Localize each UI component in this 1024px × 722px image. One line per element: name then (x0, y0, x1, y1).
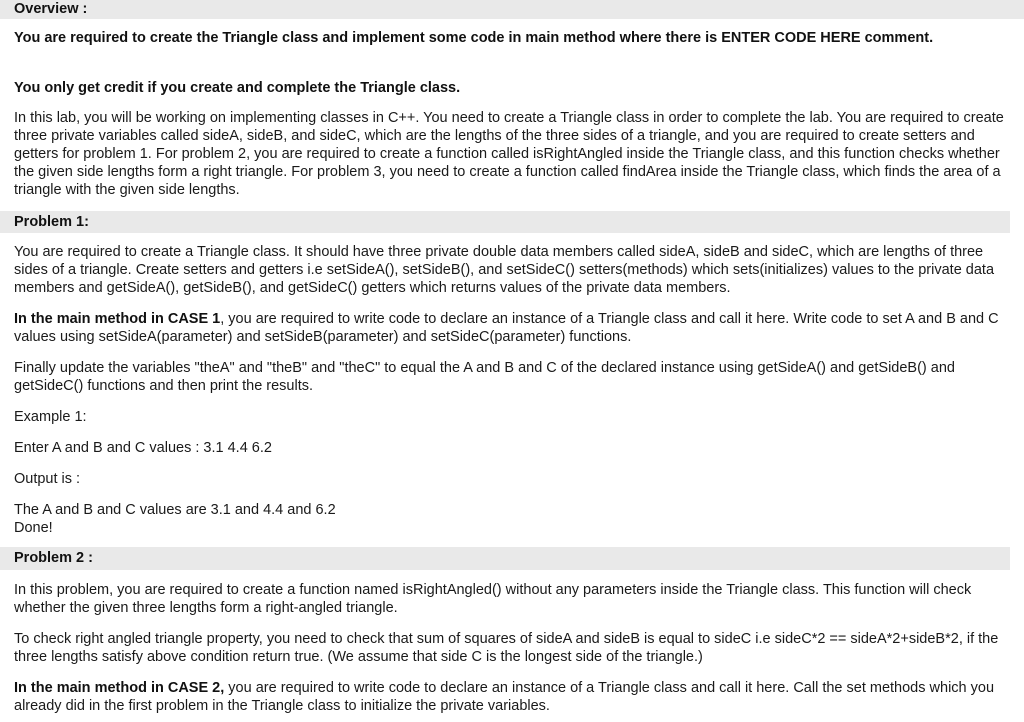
problem2-main-bold: In the main method in CASE 2, (14, 680, 225, 696)
output-label: Output is : (14, 470, 1014, 488)
problem2-description: In this problem, you are required to create a function named isRightAngled() without any parameters inside the Triangle class. This function will check whether the given three lengths form a right-angled triangle. (14, 581, 1014, 617)
problem2-main-rest: you are required to write code to declare an instance of a Triangle class and call it here. Call the set methods which you already did in the first problem in the Triangle class to initialize the private variables. (14, 680, 995, 714)
problem1-main-rest: , you are required to write code to declare an instance of a Triangle class and call it here. Write code to set A and B and C values using setSideA(parameter) and setSideB(parameter) and setSideC(parameter) functions. (14, 311, 999, 345)
problem1-description: You are required to create a Triangle class. It should have three private double data members called sideA, sideB and sideC, which are lengths of three sides of a triangle. Create setters and getters i.e setSideA(), setSideB(), and setSideC() setters(methods) which sets(initializes) values to the private data members and getSideA(), getSideB(), and getSideC() getters which returns values of the private data members. (14, 243, 1014, 297)
output-line-1: The A and B and C values are 3.1 and 4.4 and 6.2 (14, 502, 336, 518)
problem1-finally: Finally update the variables "theA" and "theB" and "theC" to equal the A and B and C of the declared instance using getSideA() and getSideB() and getSideC() functions and then print the results. (14, 359, 1014, 395)
output-line-2: Done! (14, 520, 53, 536)
lab-description: In this lab, you will be working on implementing classes in C++. You need to create a Triangle class in order to complete the lab. You are required to create three private variables called sideA, sideB, and sideC, which are the lengths of the three sides of a triangle, and you are required to create setters and getters for problem 1. For problem 2, you are required to create a function called isRightAngled inside the Triangle class, and this function checks whether the given side lengths form a right triangle. For problem 3, you need to create a function called findArea inside the Triangle class, which finds the area of a triangle with the given side lengths. (14, 109, 1014, 199)
problem2-main-instruction (14, 679, 1014, 715)
example-input: Enter A and B and C values : 3.1 4.4 6.2 (14, 439, 1014, 457)
problem2-heading: Problem 2 : (0, 547, 1010, 570)
credit-note: You only get credit if you create and complete the Triangle class. (14, 79, 1014, 97)
problem2-check-text: To check right angled triangle property, you need to check that sum of squares of sideA and sideB is equal to sideC i.e sideC*2 == sideA*2+sideB*2, if the three lengths satisfy above condition return true. (We assume that side C is the longest side of the triangle.) (14, 630, 1014, 666)
problem1-heading: Problem 1: (0, 211, 1010, 233)
output-block (14, 501, 1014, 537)
overview-heading: Overview : (0, 0, 1024, 19)
problem1-main-bold: In the main method in CASE 1 (14, 311, 221, 327)
problem1-main-instruction (14, 310, 1014, 346)
required-instruction: You are required to create the Triangle class and implement some code in main method where there is ENTER CODE HERE comment. (14, 29, 1014, 47)
example-label: Example 1: (14, 408, 1014, 426)
